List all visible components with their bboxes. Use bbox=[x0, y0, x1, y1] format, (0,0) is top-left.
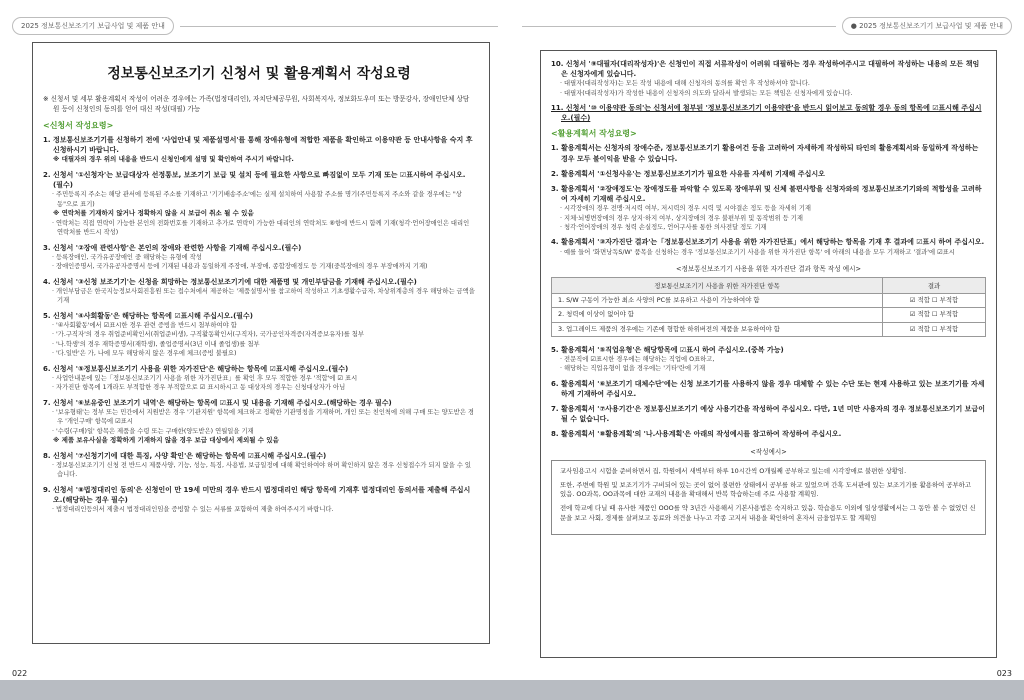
instruction-heading: 2. 활용계획서 '①신청사유'는 정보통신보조기기가 필요한 사유를 자세히 기재해 주십시오 bbox=[551, 169, 825, 178]
intro-note: ※ 신청서 및 세부 활용계획서 작성이 어려운 경우에는 가족(법정대리인), 자치단체공무원, 사회복지사, 정보화도우미 또는 방문강사, 장애인단체 상담원 등이 신청인의 동의를 얻어 대신 작성(대필) 가능 bbox=[43, 95, 470, 113]
instruction-heading: 3. 신청서 '②장애 관련사항'은 본인의 장애와 관련한 사항을 기재해 주십시오.(필수) bbox=[43, 243, 302, 252]
instruction-detail: · 사업안내문에 있는「정보통신보조기기 사용을 위한 자가진단표」를 확인 후 모두 적합한 경우 '적합'에 ☑ 표시 bbox=[52, 374, 358, 382]
left-page bbox=[32, 42, 490, 644]
table-cell-item: 2. 청력에 이상이 없어야 함 bbox=[552, 308, 883, 322]
instruction-heading: 4. 활용계획서 '③자가진단 결과'는「정보통신보조기기 사용을 위한 자가진단표」에서 해당하는 항목을 기재 후 결과에 ☑표시 하여 주십시오. bbox=[551, 238, 985, 247]
example-paragraph: 교사임용고시 시험을 준비하면서 집, 학원에서 새벽부터 하루 10시간씩 O개월째 공부하고 있는데 시각장애로 불편한 상황임. bbox=[560, 466, 907, 475]
instruction-detail: · 대필자(대리작성자)는 모든 작성 내용에 대해 신청자의 동의를 확인 후 작성하셔야 합니다. bbox=[560, 80, 810, 88]
example-box bbox=[551, 460, 986, 536]
instruction-item bbox=[43, 451, 475, 480]
table-row bbox=[552, 308, 986, 322]
right-page bbox=[540, 50, 997, 658]
instruction-item bbox=[43, 311, 475, 359]
application-instructions-list bbox=[43, 135, 475, 515]
instruction-item bbox=[551, 59, 986, 98]
instruction-item bbox=[43, 277, 475, 306]
instruction-item bbox=[551, 143, 986, 163]
instruction-detail: · 청각·언어장애의 경우 청력 손실정도, 언어구사를 통한 의사전달 정도 기재 bbox=[560, 224, 767, 232]
left-header-rule bbox=[180, 26, 498, 27]
instruction-item bbox=[551, 345, 986, 374]
instruction-item bbox=[43, 170, 475, 238]
instruction-heading: 8. 활용계획서 '⑧활용계획'의 '나.사용계획'은 아래의 작성예시를 참고하여 작성하여 주십시오. bbox=[551, 430, 842, 439]
page-number-left: 022 bbox=[12, 669, 28, 678]
instruction-detail: · '수령(구매)일' 항목은 제품을 수령 또는 구매한(양도받은) 연월일을 기재 bbox=[52, 427, 254, 435]
instruction-heading: 2. 신청서 '①신청자'는 보급대상자 선정통보, 보조기기 보급 및 설치 등에 필요한 사항으로 빠짐없이 모두 기재 또는 ☑표시하여 주십시오.(필수) bbox=[43, 170, 466, 189]
instruction-detail: · 장애인증명서, 국가유공자증명서 등에 기재된 내용과 동일하게 주장애, 부장애, 종합장애정도 등 기재(중복장애의 경우 부장애까지 기재) bbox=[52, 263, 428, 271]
instruction-detail: · 법정대리인등의서 제출시 법정대리인임을 증빙할 수 있는 서류를 포함하여 제출 하여주시기 바랍니다. bbox=[52, 506, 334, 514]
instruction-detail: · 개인부담금은 한국지능정보사회진흥원 또는 접수처에서 제공하는 '제품설명서'를 참고하여 작성하고 기초생활수급자, 차상위계층의 경우 해당하는 금액을 기재 bbox=[52, 287, 475, 305]
example-paragraph: 전에 학교에 다닐 때 유사한 제품인 OOO를 약 3년간 사용해서 기본사용법은 숙지하고 있음. 학습용도 이외에 일상생활에서는 그 동안 볼 수 없었던 신문을 보고 사회, 경제를 살펴보고 동료와 의견을 나누고 각종 고지서 내용을 확인하여 혼자서 금융업무도 할 계획임 bbox=[560, 504, 976, 523]
instruction-item bbox=[551, 404, 986, 424]
right-running-header bbox=[516, 14, 1012, 38]
table-cell-result: ☑ 적합 ☐ 부적합 bbox=[883, 294, 986, 308]
instruction-detail: · '④사회활동'에서 ☑표시한 경우 관련 증빙을 반드시 첨부하여야 함 bbox=[52, 321, 237, 329]
instruction-heading: 8. 신청서 '⑦신청기기에 대한 특징, 사양 확인'은 해당하는 항목에 ☑표시해 주십시오.(필수) bbox=[43, 451, 327, 460]
instruction-detail: · 자가진단 항목에 1개라도 부적합한 경우 부적합으로 ☑ 표시하시고 동 대상자의 경우는 신청대상자가 아님 bbox=[52, 384, 346, 392]
instruction-detail: · '보유형태'는 정부 또는 민간에서 지원받은 경우 '기관지원' 항목에 체크하고 정확한 기관명칭을 기재하며, 개인 또는 친인척에 의해 구매 또는 양도받은 경우 '개인구매' 항목에 ☑표시 bbox=[52, 408, 475, 426]
plan-instructions-list bbox=[551, 143, 986, 257]
instruction-detail: · 정보통신보조기기 신청 전 반드시 제품사양, 기능, 성능, 특징, 사용법, 보급일정에 대해 확인하여야 하며 확인하지 않은 경우 신청접수가 되지 않을 수 있습니다. bbox=[52, 461, 472, 479]
instruction-heading: 9. 신청서 '⑧법정대리인 동의'은 신청인이 만 19세 미만의 경우 반드시 법정대리인 해당 항목에 기재후 법정대리인 동의서를 제출해 주십시오.(해당하는 경우 필수) bbox=[43, 485, 471, 504]
instruction-detail: · 대필자(대리작성자)가 작성한 내용이 신청자의 의도와 달라서 발생되는 모든 책임은 신청자에게 있습니다. bbox=[560, 89, 853, 97]
instruction-detail: ※ 제품 보유사실을 정확하게 기재하지 않을 경우 보급 대상에서 제외될 수 있음 bbox=[53, 435, 279, 444]
instruction-heading: 3. 활용계획서 '②장애정도'는 장애정도를 파악할 수 있도록 장애부위 및 신체 불편사항을 신청자와의 정보통신보조기기와의 적합성을 고려하여 자세히 기재해 주십시오. bbox=[551, 184, 982, 203]
instruction-heading: 1. 활용계획서는 신청자의 장애수준, 정보통신보조기기 활용여건 등을 고려하여 자세하게 작성하되 타인의 활용계획서와 동일하게 작성하는 경우 모두 불이익을 받을 수 있습니다. bbox=[551, 144, 979, 163]
instruction-heading: 5. 신청서 '④사회활동'은 해당하는 항목에 ☑표시해 주십시오.(필수) bbox=[43, 311, 253, 320]
instruction-detail: · 전문직에 ☑표시한 경우에는 해당하는 직업에 O표하고, bbox=[560, 356, 715, 364]
instruction-item bbox=[551, 429, 986, 439]
instruction-heading: 1. 정보통신보조기기를 신청하기 전에 '사업안내 및 제품설명서'를 통해 장애유형에 적합한 제품을 확인하고 이용약관 등 안내사항을 숙지 후 신청하시기 바랍니다. bbox=[43, 135, 473, 154]
table-row bbox=[552, 322, 986, 336]
table-caption: <정보통신보조기기 사용을 위한 자가진단 결과 항목 작성 예시> bbox=[676, 265, 861, 274]
left-header-label: 2025 정보통신보조기기 보급사업 및 제품 안내 bbox=[12, 17, 174, 35]
page-title: 정보통신보조기기 신청서 및 활용계획서 작성요령 bbox=[107, 66, 411, 82]
instruction-detail: · '가.구직자'의 경우 취업준비확인서(취업준비생), 구직활동확인서(구직자), 국가공인자격증(자격증보유자)를 첨부 bbox=[52, 331, 364, 339]
right-header-rule bbox=[522, 26, 836, 27]
instruction-heading: 7. 신청서 '⑥보유중인 보조기기 내역'은 해당하는 항목에 ☑표시 및 내용을 기재해 주십시오.(해당하는 경우 필수) bbox=[43, 398, 392, 407]
instruction-item bbox=[43, 135, 475, 165]
left-running-header bbox=[12, 14, 504, 38]
table-header-item: 정보통신보조기기 사용을 위한 자가진단 항목 bbox=[552, 278, 883, 294]
table-cell-result: ☑ 적합 ☐ 부적합 bbox=[883, 308, 986, 322]
instruction-detail: · 시각장애의 경우 전맹·저시력 여부, 저시력의 경우 시력 및 시야결손 정도 등을 자세히 기재 bbox=[560, 205, 812, 213]
section-heading-plan: <활용계획서 작성요령> bbox=[551, 129, 637, 139]
instruction-item bbox=[551, 237, 986, 257]
plan-instructions-list-continued bbox=[551, 345, 986, 440]
page-number-right: 023 bbox=[996, 669, 1012, 678]
instruction-item bbox=[551, 379, 986, 399]
instruction-item bbox=[551, 184, 986, 233]
instruction-heading: 4. 신청서 '③신청 보조기기'는 신청을 희망하는 정보통신보조기기에 대한 제품명 및 개인부담금을 기재해 주십시오.(필수) bbox=[43, 277, 417, 286]
self-diagnosis-table bbox=[551, 277, 986, 337]
table-cell-item: 3. 업그레이드 제품의 경우에는 기존에 형합한 하위버전의 제품을 보유하여야 함 bbox=[552, 322, 883, 336]
bottom-bar bbox=[0, 680, 1024, 700]
instruction-item bbox=[43, 485, 475, 515]
instruction-heading: 6. 신청서 '⑤정보통신보조기기 사용을 위한 자가진단'은 해당하는 항목에 ☑표시해 주십시오.(필수) bbox=[43, 364, 349, 373]
instruction-heading: 6. 활용계획서 '⑥보조기기 대체수단'에는 신청 보조기기를 사용하지 않을 경우 대체할 수 있는 수단 또는 현재 사용하고 있는 보조기기를 자세하게 기재하여 주십시오. bbox=[551, 379, 985, 399]
instruction-detail: · '다.일반'은 가, 나에 모두 해당하지 않은 경우에 체크(증빙 불필요) bbox=[52, 350, 237, 358]
instruction-heading: 5. 활용계획서 '⑤직업유형'은 해당항목에 ☑표시 하여 주십시오.(중복 가능) bbox=[551, 345, 784, 354]
table-row bbox=[552, 294, 986, 308]
table-cell-item: 1. S/W 구동이 가능한 최소 사양의 PC를 보유하고 사용이 가능하여야 함 bbox=[552, 294, 883, 308]
instruction-detail: · 주민등록지 주소는 해당 관서에 등록된 주소를 기재하고 '기기배송주소'에는 실제 설치하여 사용할 주소를 명기(주민등록지 주소와 같을 경우에는 "상동"으로 표기) bbox=[52, 191, 462, 208]
instruction-detail: · 해당하는 직업유형이 없을 경우에는 '기타'란에 기재 bbox=[560, 365, 706, 373]
instruction-item bbox=[43, 364, 475, 393]
section-heading-application: <신청서 작성요령> bbox=[43, 120, 114, 130]
example-paragraph: 또한, 주변에 학원 및 보조기기가 구비되어 있는 곳이 없어 불편한 상태에서 공부를 하고 있었으며 간혹 도서관에 있는 보조기기를 활용하여 공부하고 있음. OO과목, OO과목에 대한 교재의 내용을 확대해서 반복 학습하는데 주로 사용할 계획임. bbox=[560, 480, 972, 499]
table-header-result: 결과 bbox=[883, 278, 986, 294]
instruction-detail: · 지체·뇌병변장애의 경우 상지·하지 여부, 상지장애의 경우 불편부위 및 동작범위 등 기재 bbox=[560, 214, 803, 222]
instruction-detail: · 예를 들어 '화면낭독S/W' 품목을 신청하는 경우 '정보통신보조기기 사용을 위한 자가진단 항목' 에 아래의 내용을 모두 기재하고 '결과'에 ☑표시 bbox=[560, 248, 955, 256]
right-header-label: ● 2025 정보통신보조기기 보급사업 및 제품 안내 bbox=[842, 17, 1012, 35]
instruction-heading: 11. 신청서 '⑩ 이용약관 동의'는 신청서에 첨부된 '정보통신보조기기 이용약관'을 반드시 읽어보고 동의할 경우 동의 항목에 ☑표시해 주십시오.(필수) bbox=[551, 104, 982, 123]
instruction-heading: 10. 신청서 '⑨대필자(대리작성자)'은 신청인이 직접 서류작성이 어려워 대필하는 경우 작성하여주시고 대필하여 작성하는 내용의 모든 책임은 신청자에게 있습니다. bbox=[551, 60, 980, 79]
instruction-item bbox=[551, 169, 986, 179]
table-cell-result: ☑ 적합 ☐ 부적합 bbox=[883, 322, 986, 336]
instruction-detail: ※ 대필자의 경우 위의 내용을 반드시 신청인에게 설명 및 확인하여 주시기 바랍니다. bbox=[53, 155, 294, 164]
instruction-heading: 7. 활용계획서 '⑦사용기간'은 정보통신보조기기 예상 사용기간을 작성하여 주십시오. 다만, 1년 미만 사용자의 경우 정보통신보조기기 보급이 될 수 없습니다. bbox=[551, 405, 985, 424]
instruction-detail: · '나.학생'의 경우 재학증명서(재학생), 졸업증명서(3년 이내 졸업생)를 첨부 bbox=[52, 340, 260, 348]
instruction-item bbox=[43, 398, 475, 446]
instruction-detail: · 연락처는 직접 연락이 가능한 본인의 전화번호를 기재하고 추가로 연락이 가능한 대리인의 연락처도 ⑧항에 반드시 함께 기재(청각·언어장애인은 대리인 연락처를 반드시 작성) bbox=[52, 219, 470, 237]
instruction-detail: ※ 연락처를 기재하지 않거나 정확하지 않을 시 보급이 취소 될 수 있음 bbox=[53, 208, 254, 217]
instruction-detail: · 등록장애인, 국가유공장애인 중 해당하는 유형에 작성 bbox=[52, 253, 202, 261]
example-caption: <작성예시> bbox=[750, 447, 787, 456]
instruction-item bbox=[551, 103, 986, 123]
instruction-item bbox=[43, 243, 475, 272]
